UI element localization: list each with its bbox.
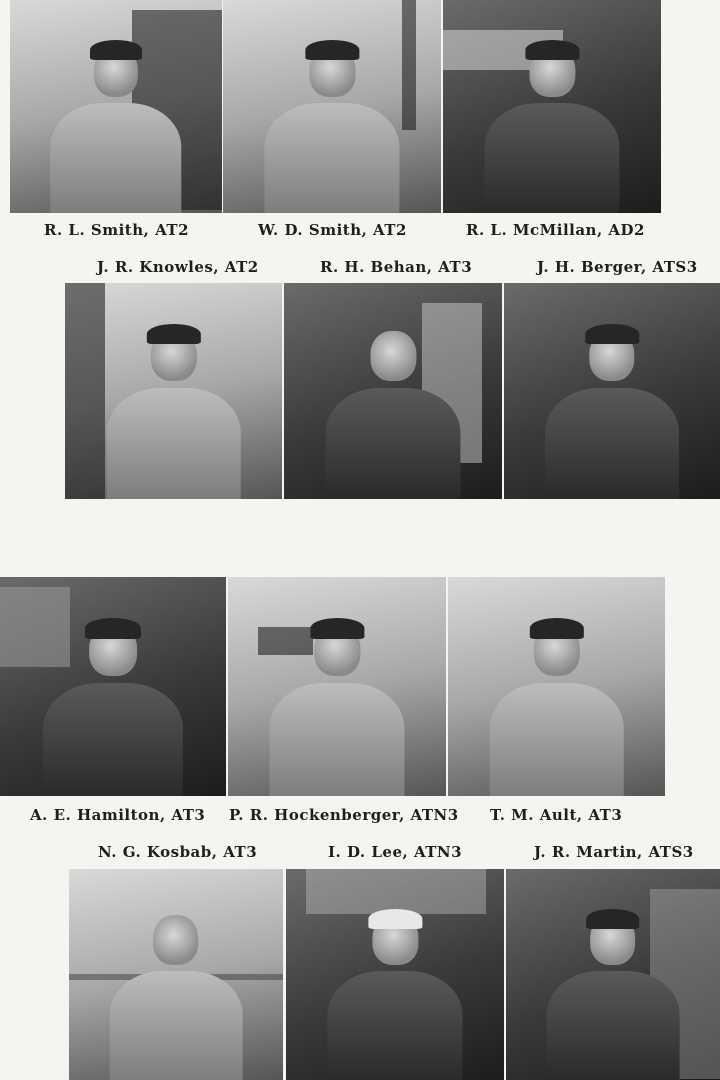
photo-i-d-lee bbox=[286, 869, 504, 1080]
caption-w-d-smith: W. D. Smith, AT2 bbox=[258, 221, 407, 239]
photo-t-m-ault bbox=[448, 577, 665, 796]
caption-j-r-knowles: J. R. Knowles, AT2 bbox=[97, 258, 259, 276]
caption-i-d-lee: I. D. Lee, ATN3 bbox=[328, 843, 463, 861]
photo-j-h-berger bbox=[504, 283, 720, 499]
photo-w-d-smith bbox=[223, 0, 441, 213]
caption-r-l-mcmillan: R. L. McMillan, AD2 bbox=[466, 221, 645, 239]
photo-j-r-knowles bbox=[65, 283, 282, 499]
photo-n-g-kosbab bbox=[69, 869, 283, 1080]
caption-a-e-hamilton: A. E. Hamilton, AT3 bbox=[30, 806, 206, 824]
caption-r-l-smith: R. L. Smith, AT2 bbox=[44, 221, 189, 239]
photo-p-r-hockenberger bbox=[228, 577, 446, 796]
caption-r-h-behan: R. H. Behan, AT3 bbox=[320, 258, 473, 276]
caption-p-r-hockenberger: P. R. Hockenberger, ATN3 bbox=[229, 806, 459, 824]
photo-a-e-hamilton bbox=[0, 577, 226, 796]
caption-n-g-kosbab: N. G. Kosbab, AT3 bbox=[98, 843, 258, 861]
caption-j-h-berger: J. H. Berger, ATS3 bbox=[537, 258, 698, 276]
photo-r-l-mcmillan bbox=[443, 0, 661, 213]
caption-j-r-martin: J. R. Martin, ATS3 bbox=[534, 843, 694, 861]
photo-j-r-martin bbox=[506, 869, 720, 1080]
caption-t-m-ault: T. M. Ault, AT3 bbox=[490, 806, 623, 824]
photo-r-h-behan bbox=[284, 283, 502, 499]
photo-r-l-smith bbox=[10, 0, 222, 213]
